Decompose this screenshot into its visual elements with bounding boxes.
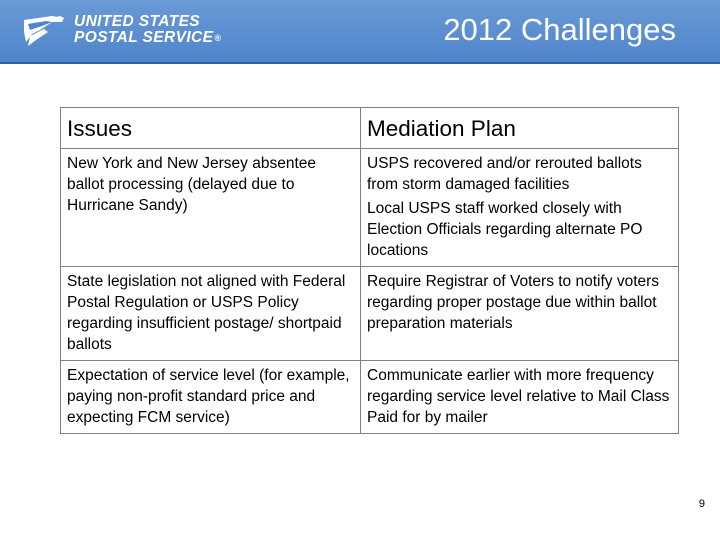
page-title: 2012 Challenges	[443, 12, 676, 47]
page-number: 9	[698, 498, 705, 510]
plan-cell	[361, 267, 679, 361]
usps-logo	[22, 12, 262, 50]
table-row	[61, 149, 679, 267]
table-row	[61, 267, 679, 361]
brand-line2	[74, 30, 221, 46]
challenges-table	[60, 107, 679, 434]
plan-item: Require Registrar of Voters to notify voters regarding proper postage due within ballot preparation materials	[367, 273, 660, 332]
plan-item: Local USPS staff worked closely with Election Officials regarding alternate PO locations	[367, 200, 643, 259]
table-row	[61, 361, 679, 434]
table-header-row	[61, 108, 679, 149]
header-divider	[0, 62, 720, 64]
eagle-icon	[22, 12, 66, 50]
header-issues: Issues	[61, 108, 361, 149]
issue-cell: Expectation of service level (for example, paying non-profit standard price and expecting FCM service)	[61, 361, 361, 434]
registered-mark: ®	[214, 33, 222, 43]
header-bar	[0, 0, 720, 62]
brand-text	[74, 14, 221, 46]
plan-item: Communicate earlier with more frequency regarding service level relative to Mail Class Paid for by mailer	[367, 367, 670, 426]
plan-item: USPS recovered and/or rerouted ballots from storm damaged facilities	[367, 155, 642, 193]
brand-line2-text: POSTAL SERVICE	[74, 29, 214, 46]
issue-cell: State legislation not aligned with Federal Postal Regulation or USPS Policy regarding insufficient postage/ shortpaid ballots	[61, 267, 361, 361]
issue-cell: New York and New Jersey absentee ballot processing (delayed due to Hurricane Sandy)	[61, 149, 361, 267]
header-mediation-plan: Mediation Plan	[361, 108, 679, 149]
brand-line1: UNITED STATES	[74, 13, 201, 30]
plan-cell	[361, 149, 679, 267]
plan-cell	[361, 361, 679, 434]
